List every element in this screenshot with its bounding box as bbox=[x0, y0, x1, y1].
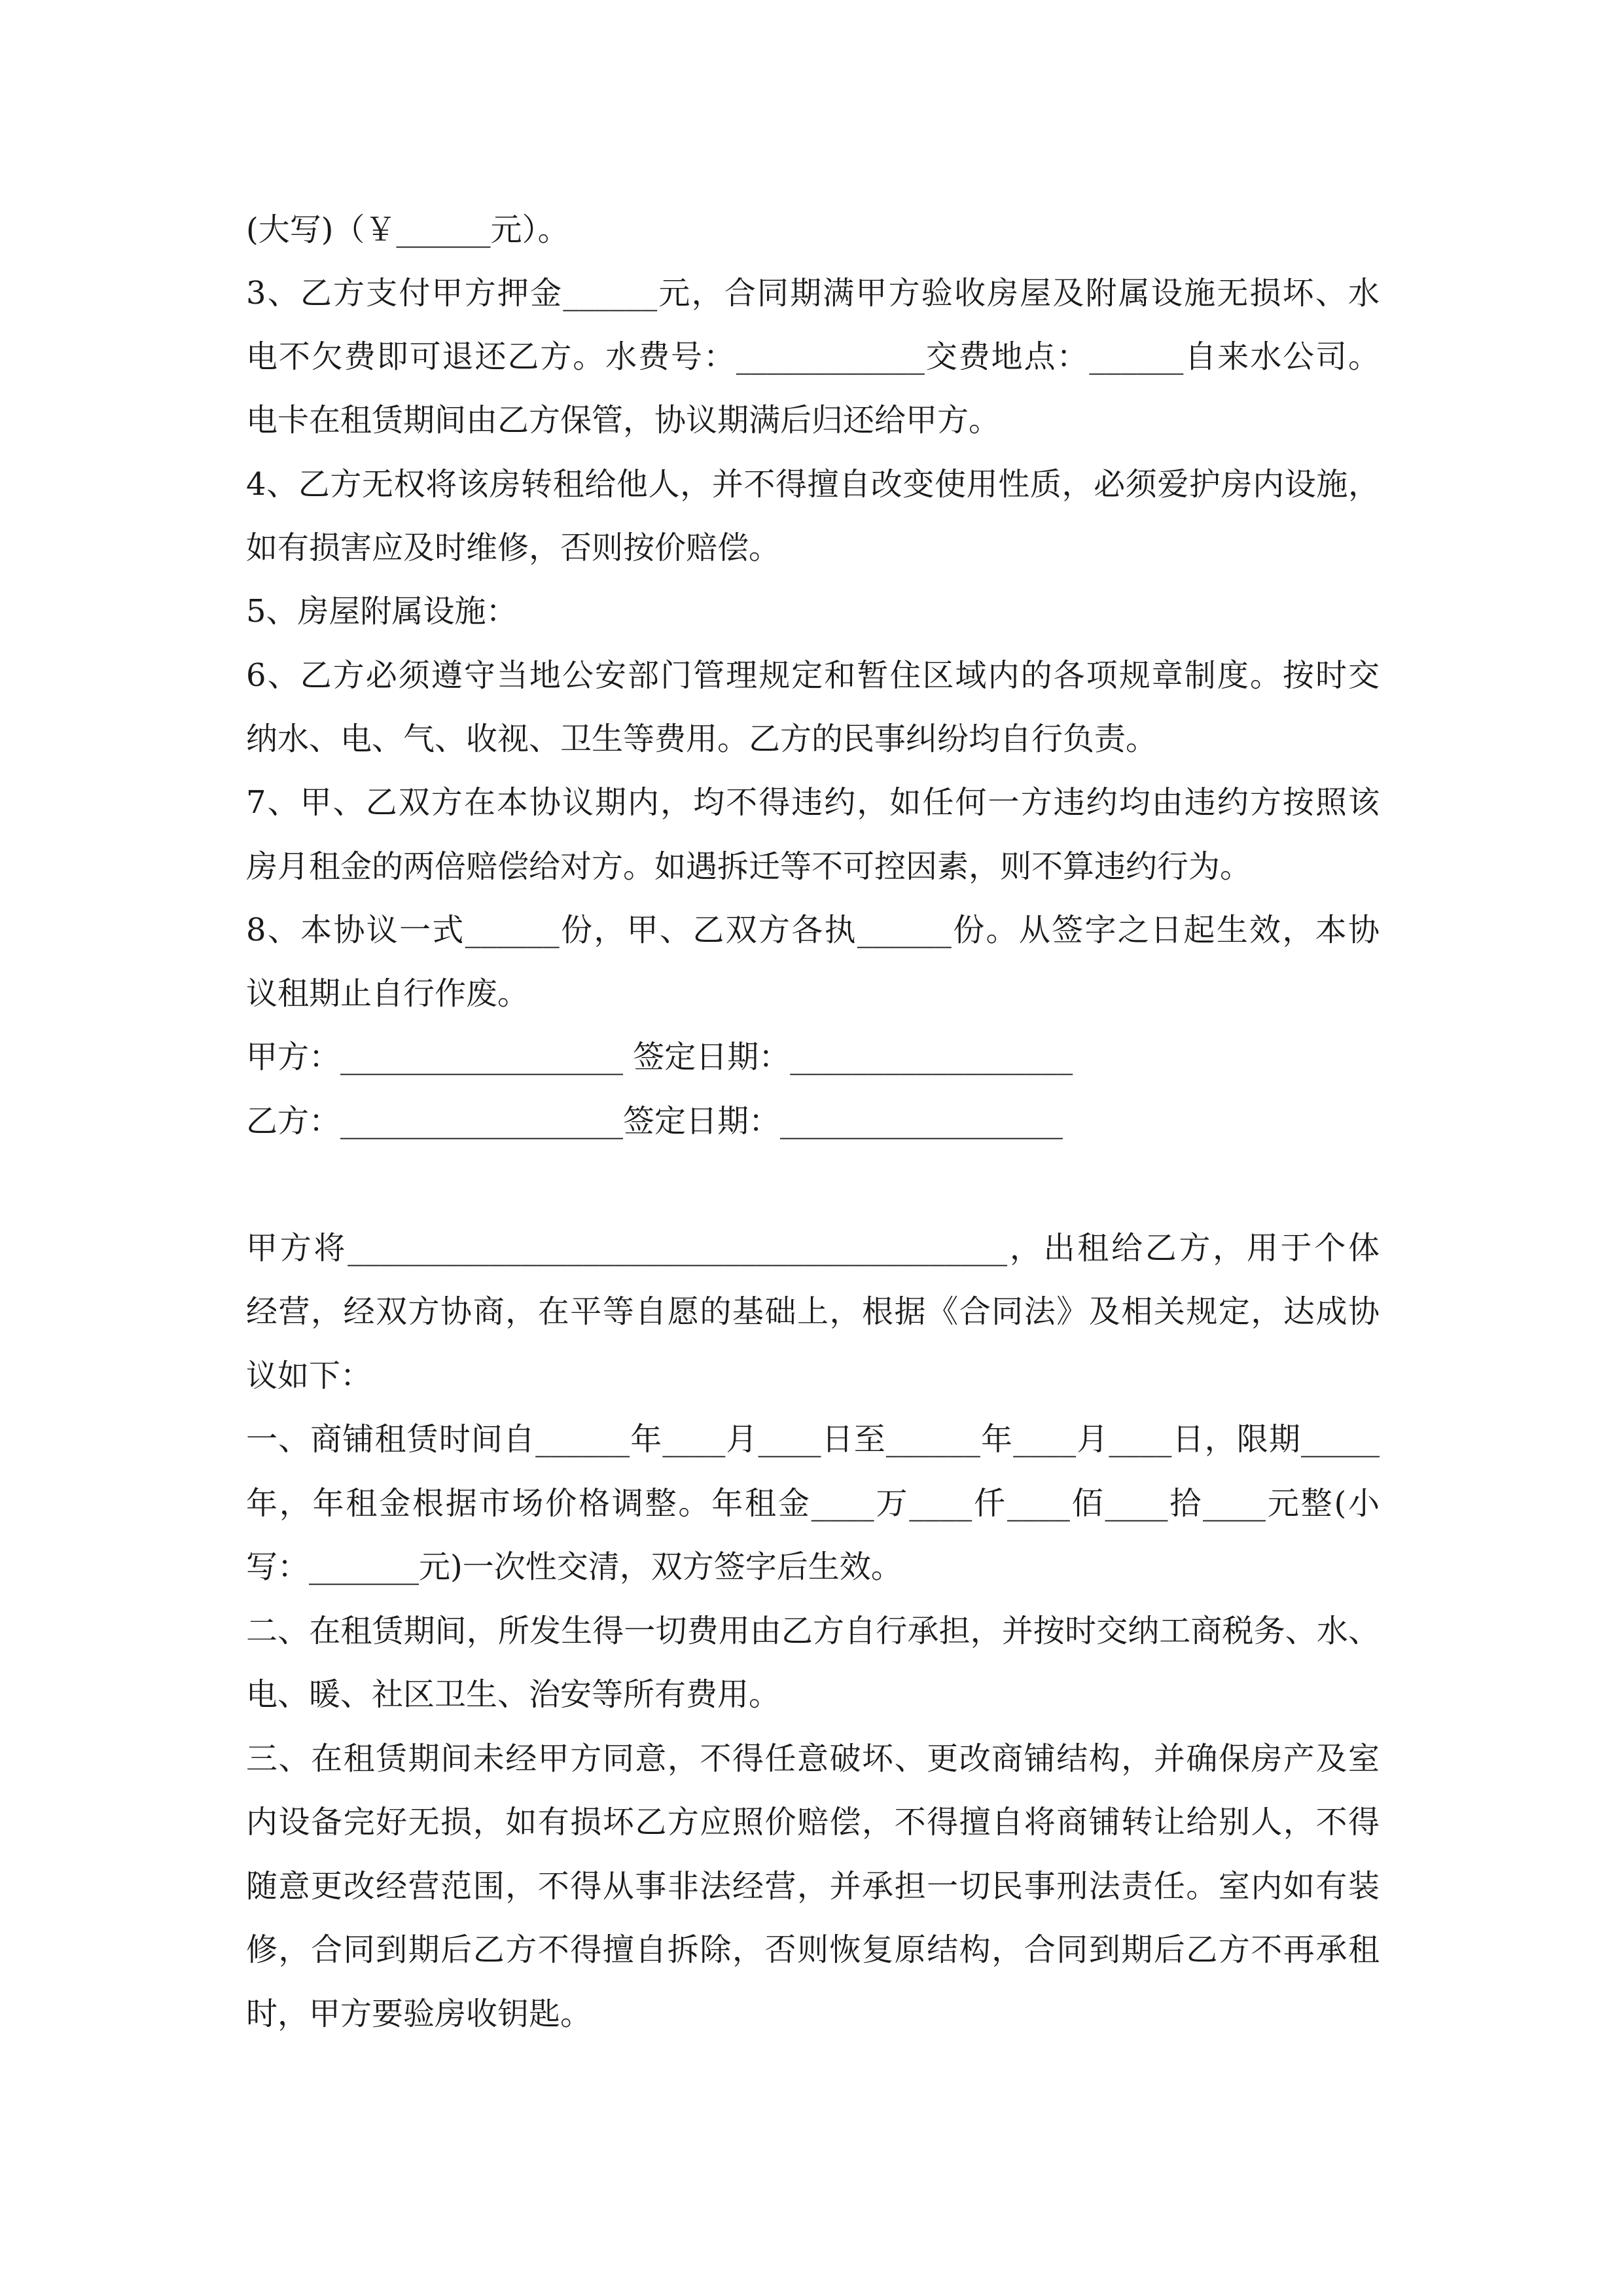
agreement-terms-line: 如有损害应及时维修，否则按价赔偿。 bbox=[246, 529, 781, 566]
agreement-terms-line: 纳水、电、气、收视、卫生等费用。乙方的民事纠纷均自行负责。 bbox=[246, 720, 1158, 757]
shop-lease-line: 甲方将__________________________________________，出租给乙方，用于个体 bbox=[246, 1229, 1380, 1266]
shop-lease-line: 修，合同到期后乙方不得擅自拆除，否则恢复原结构，合同到期后乙方不再承租 bbox=[246, 1931, 1380, 1968]
agreement-terms-line: 电卡在租赁期间由乙方保管，协议期满后归还给甲方。 bbox=[246, 402, 1001, 439]
shop-lease-line: 经营，经双方协商，在平等自愿的基础上，根据《合同法》及相关规定，达成协 bbox=[246, 1293, 1380, 1330]
agreement-terms-line: 电不欠费即可退还乙方。水费号：____________交费地点：______自来水公司。 bbox=[246, 338, 1380, 376]
agreement-terms-line: 3、乙方支付甲方押金______元，合同期满甲方验收房屋及附属设施无损坏、水 bbox=[246, 274, 1380, 312]
shop-lease-line: 三、在租赁期间未经甲方同意，不得任意破坏、更改商铺结构，并确保房产及室 bbox=[246, 1740, 1380, 1777]
shop-lease-line: 随意更改经营范围，不得从事非法经营，并承担一切民事刑法责任。室内如有装 bbox=[246, 1867, 1380, 1905]
shop-lease-line: 时，甲方要验房收钥匙。 bbox=[246, 1995, 592, 2032]
shop-lease-line: 内设备完好无损，如有损坏乙方应照价赔偿，不得擅自将商铺转让给别人，不得 bbox=[246, 1804, 1380, 1840]
agreement-terms-line: 8、本协议一式______份，甲、乙双方各执______份。从签字之日起生效，本协 bbox=[246, 911, 1380, 948]
shop-lease-line: 议如下： bbox=[246, 1357, 372, 1394]
agreement-terms-line: 甲方：__________________ 签定日期：__________________ bbox=[246, 1039, 1073, 1076]
shop-lease-line: 二、在租赁期间，所发生得一切费用由乙方自行承担，并按时交纳工商税务、水、 bbox=[246, 1612, 1380, 1649]
agreement-terms-line: 7、甲、乙双方在本协议期内，均不得违约，如任何一方违约均由违约方按照该 bbox=[246, 784, 1380, 821]
agreement-terms-line: 5、房屋附属设施： bbox=[246, 593, 518, 630]
shop-lease-line: 写：_______元)一次性交清，双方签字后生效。 bbox=[246, 1549, 902, 1585]
agreement-terms-line: 6、乙方必须遵守当地公安部门管理规定和暂住区域内的各项规章制度。按时交 bbox=[246, 656, 1380, 694]
agreement-terms-line: 房月租金的两倍赔偿给对方。如遇拆迁等不可控因素，则不算违约行为。 bbox=[246, 848, 1252, 885]
shop-lease-line: 电、暖、社区卫生、治安等所有费用。 bbox=[246, 1676, 781, 1713]
agreement-terms-line: (大写)（￥______元）。 bbox=[246, 211, 569, 248]
shop-lease-line: 一、商铺租赁时间自______年____月____日至______年____月____日，限期_____ bbox=[246, 1421, 1380, 1458]
agreement-terms-line: 乙方：__________________签定日期：__________________ bbox=[246, 1102, 1063, 1139]
agreement-terms-line: 议租期止自行作废。 bbox=[246, 975, 529, 1013]
agreement-terms-line: 4、乙方无权将该房转租给他人，并不得擅自改变使用性质，必须爱护房内设施， bbox=[246, 465, 1380, 503]
shop-lease-line: 年，年租金根据市场价格调整。年租金____万____仟____佰____拾____元整(小 bbox=[246, 1484, 1380, 1522]
